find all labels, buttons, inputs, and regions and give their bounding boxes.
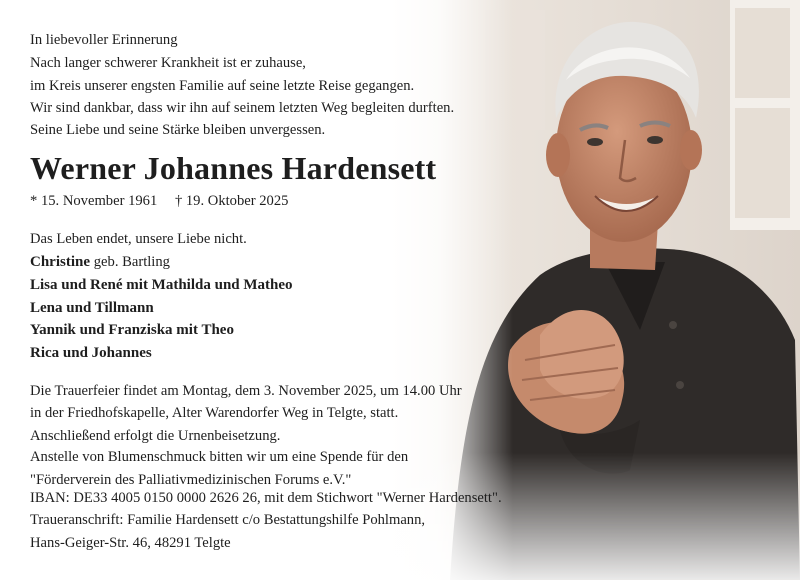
- detail-line-1: Die Trauerfeier findet am Montag, dem 3. November 2025, um 14.00 Uhr: [30, 383, 462, 399]
- family-spouse: [30, 252, 170, 272]
- birth-date: * 15. November 1961: [30, 193, 158, 209]
- intro-line-3: im Kreis unserer engsten Familie auf seine letzte Reise gegangen.: [30, 78, 415, 94]
- family-member: Rica und Johannes: [30, 345, 152, 361]
- detail-line-7: Traueranschrift: Familie Hardensett c/o Bestattungshilfe Pohlmann,: [30, 512, 426, 528]
- motto: Das Leben endet, unsere Liebe nicht.: [30, 231, 247, 247]
- family-member: Yannik und Franziska mit Theo: [30, 322, 234, 338]
- intro-line-1: In liebevoller Erinnerung: [30, 32, 178, 48]
- detail-line-3: Anschließend erfolgt die Urnenbeisetzung.: [30, 428, 281, 444]
- spouse-note: geb. Bartling: [93, 254, 170, 270]
- intro-line-4: Wir sind dankbar, dass wir ihn auf seinem letzten Weg begleiten durften.: [30, 100, 455, 116]
- death-date: † 19. Oktober 2025: [174, 193, 289, 209]
- detail-line-2: in der Friedhofskapelle, Alter Warendorfer Weg in Telgte, statt.: [30, 405, 399, 421]
- detail-line-4: Anstelle von Blumenschmuck bitten wir um eine Spende für den: [30, 449, 409, 465]
- detail-line-8: Hans-Geiger-Str. 46, 48291 Telgte: [30, 535, 231, 551]
- detail-line-5: "Förderverein des Palliativmedizinischen Forums e.V.": [30, 472, 352, 488]
- intro-line-2: Nach langer schwerer Krankheit ist er zuhause,: [30, 55, 306, 71]
- detail-line-6: IBAN: DE33 4005 0150 0000 2626 26, mit dem Stichwort "Werner Hardensett".: [30, 490, 502, 506]
- deceased-name: Werner Johannes Hardensett: [30, 150, 437, 186]
- family-member: Lisa und René mit Mathilda und Matheo: [30, 277, 293, 293]
- family-member: Lena und Tillmann: [30, 300, 154, 316]
- spouse-name: Christine: [30, 254, 90, 270]
- life-dates: [30, 193, 302, 210]
- intro-line-5: Seine Liebe und seine Stärke bleiben unvergessen.: [30, 122, 326, 138]
